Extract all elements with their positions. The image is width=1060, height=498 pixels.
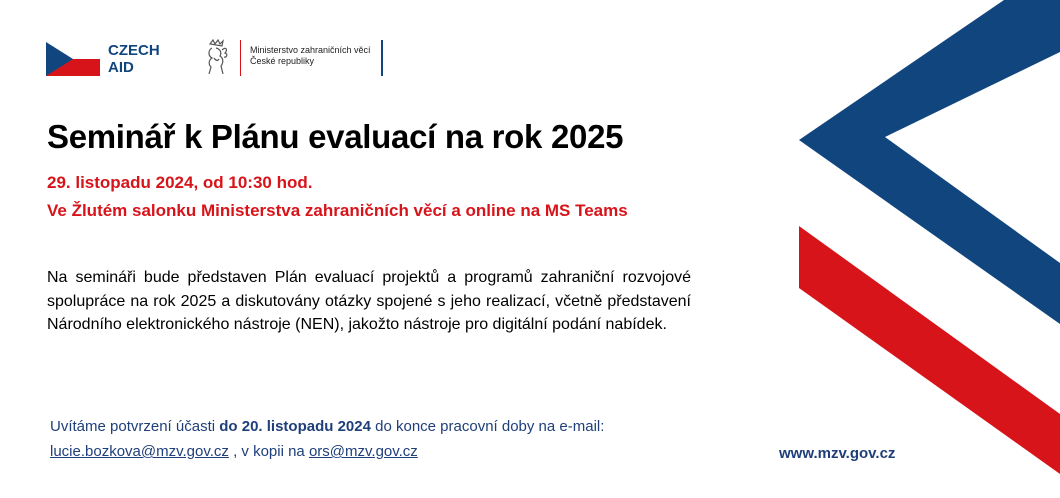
ministry-line2: České republiky xyxy=(250,56,315,66)
lion-emblem-icon xyxy=(200,38,234,78)
ministry-name xyxy=(250,45,371,67)
rsvp-copy-text: , v kopii na xyxy=(228,443,309,460)
event-description: Na semináři bude představen Plán evaluací projektů a programů zahraniční rozvojové spolupráce na rok 2025 a diskutovány otázky spojené s jeho realizací, včetně představení Národního elektronického nástroje (NEN), jakožto nástroje pro digitální podání nabídek. xyxy=(47,269,691,333)
czech-aid-line2: AID xyxy=(108,59,134,76)
ministry-divider-red xyxy=(240,40,241,76)
rsvp-text-after: do konce pracovní doby na e-mail: xyxy=(370,418,605,435)
czech-aid-logo xyxy=(108,42,160,76)
ministry-line1: Ministerstvo zahraničních věcí xyxy=(250,45,371,55)
czech-aid-line1: CZECH xyxy=(108,42,160,59)
website-link[interactable]: www.mzv.gov.cz xyxy=(779,445,896,462)
event-title: Seminář k Plánu evaluací na rok 2025 xyxy=(47,118,624,155)
rsvp-deadline: do 20. listopadu 2024 xyxy=(219,418,371,435)
rsvp-block xyxy=(50,414,604,464)
event-date: 29. listopadu 2024, od 10:30 hod. xyxy=(47,173,313,192)
czech-flag-icon xyxy=(46,42,100,76)
rsvp-line2 xyxy=(50,439,604,464)
ministry-divider-blue xyxy=(381,40,383,76)
rsvp-text-before: Uvítáme potvrzení účasti xyxy=(50,418,220,435)
email-copy-link[interactable]: ors@mzv.gov.cz xyxy=(308,443,418,460)
chevron-graphic xyxy=(740,0,1060,498)
rsvp-line1 xyxy=(50,414,604,439)
email-primary-link[interactable]: lucie.bozkova@mzv.gov.cz xyxy=(50,443,229,460)
event-venue: Ve Žlutém salonku Ministerstva zahraničních věcí a online na MS Teams xyxy=(47,201,628,220)
